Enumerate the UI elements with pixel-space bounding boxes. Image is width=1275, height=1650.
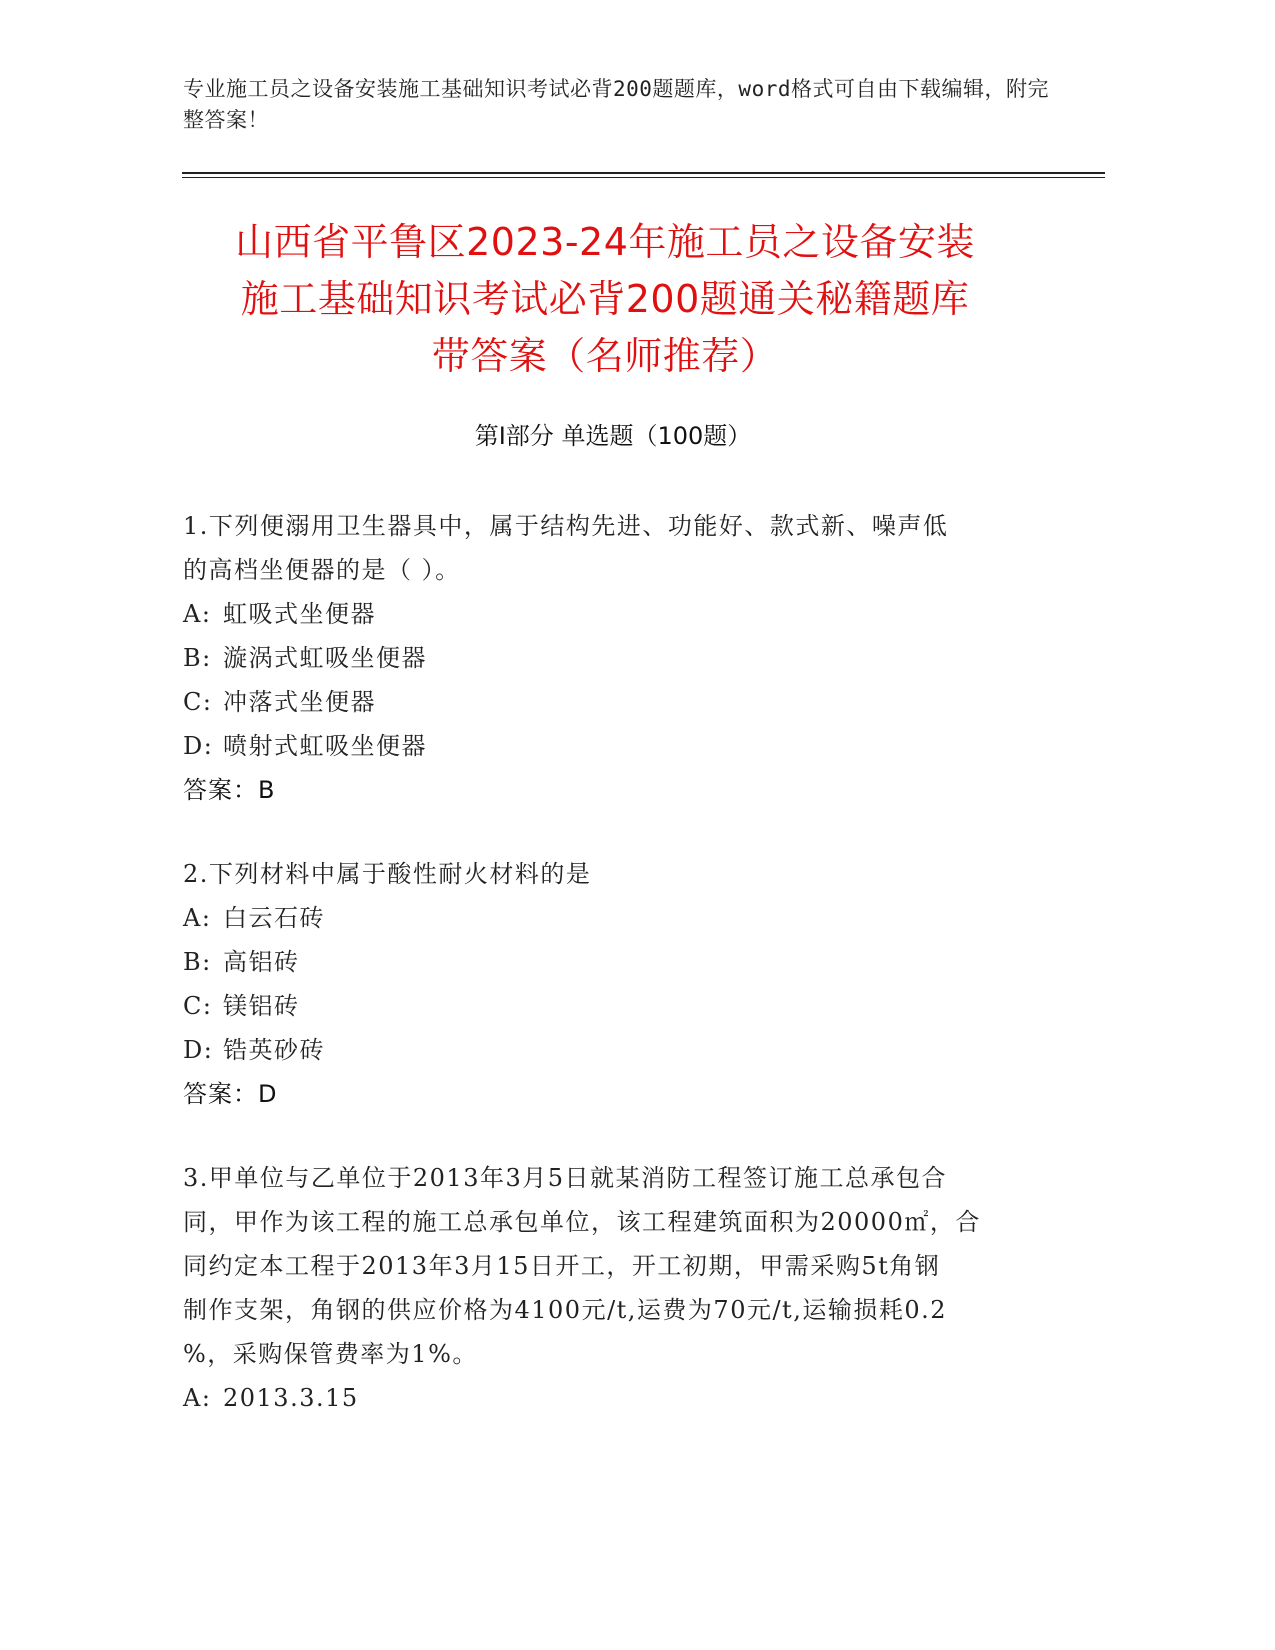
question-stem-line: 3.甲单位与乙单位于2013年3月5日就某消防工程签订施工总承包合	[183, 1164, 948, 1192]
option-text: 高铝砖	[223, 948, 300, 976]
option-text: 喷射式虹吸坐便器	[223, 732, 427, 760]
title-line: 山西省平鲁区2023-24年施工员之设备安装	[235, 220, 975, 264]
question-stem-line: 同，甲作为该工程的施工总承包单位，该工程建筑面积为20000㎡，合	[183, 1208, 981, 1236]
answer-line: 答案：D	[183, 1080, 278, 1108]
header-divider	[182, 172, 1105, 174]
option-text: 锆英砂砖	[223, 1036, 325, 1064]
header-note: 专业施工员之设备安装施工基础知识考试必背200题题库，word格式可自由下载编辑，附完整答案！	[183, 77, 1049, 132]
option-key: C:	[183, 992, 213, 1020]
option-d	[183, 724, 1043, 768]
option-c	[183, 984, 1043, 1028]
answer-line: 答案：B	[183, 776, 276, 804]
document-title	[170, 214, 1040, 385]
option-key: A:	[183, 600, 212, 628]
question-block	[183, 1156, 1043, 1420]
option-a	[183, 1376, 1043, 1420]
question-stem-line: 2.下列材料中属于酸性耐火材料的是	[183, 860, 592, 888]
option-b	[183, 940, 1043, 984]
option-key: C:	[183, 688, 213, 716]
option-key: D:	[183, 1036, 214, 1064]
option-b	[183, 636, 1043, 680]
question-block	[183, 852, 1043, 1116]
question-stem	[183, 504, 1043, 592]
option-key: A:	[183, 904, 212, 932]
title-line: 施工基础知识考试必背200题通关秘籍题库	[240, 277, 970, 321]
option-text: 镁铝砖	[223, 992, 300, 1020]
option-key: A:	[183, 1384, 212, 1412]
section-heading: 第I部分 单选题（100题）	[474, 422, 752, 450]
option-text: 漩涡式虹吸坐便器	[223, 644, 427, 672]
question-stem	[183, 852, 1043, 896]
title-line: 带答案（名师推荐）	[431, 334, 779, 378]
option-text: 白云石砖	[223, 904, 325, 932]
question-stem-line: 的高档坐便器的是（ ）。	[183, 556, 461, 584]
question-stem-line: 制作支架，角钢的供应价格为4100元/t,运费为70元/t,运输损耗0.2	[183, 1296, 948, 1324]
question-block	[183, 504, 1043, 812]
question-stem-line: %，采购保管费率为1%。	[183, 1340, 478, 1368]
option-a	[183, 896, 1043, 940]
option-key: D:	[183, 732, 214, 760]
question-stem	[183, 1156, 1043, 1376]
option-key: B:	[183, 948, 212, 976]
option-c	[183, 680, 1043, 724]
question-stem-line: 1.下列便溺用卫生器具中，属于结构先进、功能好、款式新、噪声低	[183, 512, 949, 540]
option-text: 2013.3.15	[223, 1384, 359, 1412]
option-key: B:	[183, 644, 212, 672]
option-text: 冲落式坐便器	[223, 688, 376, 716]
option-text: 虹吸式坐便器	[223, 600, 376, 628]
question-stem-line: 同约定本工程于2013年3月15日开工，开工初期，甲需采购5t角钢	[183, 1252, 941, 1280]
header-divider-thin	[182, 177, 1105, 178]
option-d	[183, 1028, 1043, 1072]
option-a	[183, 592, 1043, 636]
